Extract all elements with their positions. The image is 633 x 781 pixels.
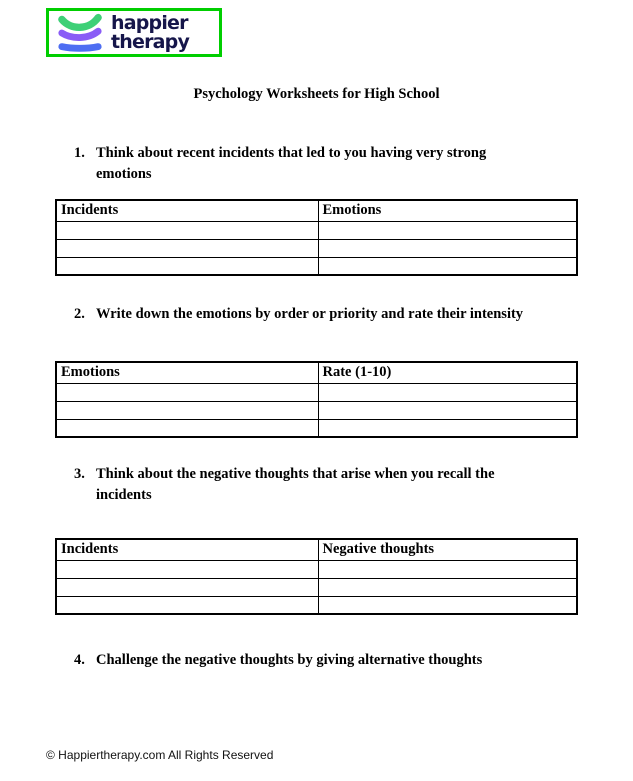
prompt-1-number: 1. bbox=[74, 145, 85, 161]
empty-cell bbox=[318, 257, 577, 275]
prompt-3 bbox=[74, 464, 528, 506]
header-cell-incidents: Incidents bbox=[56, 200, 318, 221]
table-row bbox=[56, 596, 577, 614]
prompt-2-text: Write down the emotions by order or priority and rate their intensity bbox=[96, 306, 524, 322]
header-cell-emotions: Emotions bbox=[318, 200, 577, 221]
header-cell-negative-thoughts: Negative thoughts bbox=[318, 539, 577, 560]
empty-cell bbox=[318, 419, 577, 437]
empty-cell bbox=[56, 239, 318, 257]
prompt-3-number: 3. bbox=[74, 466, 85, 482]
table-row bbox=[56, 401, 577, 419]
prompt-3-text: Think about the negative thoughts that arise when you recall the incidents bbox=[96, 466, 495, 503]
empty-cell bbox=[318, 596, 577, 614]
table-row bbox=[56, 239, 577, 257]
table-row bbox=[56, 221, 577, 239]
header-cell-emotions: Emotions bbox=[56, 362, 318, 383]
empty-cell bbox=[56, 401, 318, 419]
table-header-row bbox=[56, 362, 577, 383]
table-header-row bbox=[56, 200, 577, 221]
prompt-2 bbox=[74, 304, 528, 325]
prompt-4-number: 4. bbox=[74, 652, 85, 668]
empty-cell bbox=[318, 560, 577, 578]
smile-waves-icon bbox=[56, 13, 104, 53]
header-cell-rate: Rate (1-10) bbox=[318, 362, 577, 383]
prompt-1-text: Think about recent incidents that led to you having very strong emotions bbox=[96, 145, 487, 182]
prompt-4-text: Challenge the negative thoughts by giving alternative thoughts bbox=[96, 652, 483, 668]
logo-word-happier: happier bbox=[111, 11, 188, 34]
table-row bbox=[56, 578, 577, 596]
empty-cell bbox=[318, 221, 577, 239]
incidents-negative-thoughts-table bbox=[55, 538, 578, 615]
table-row bbox=[56, 383, 577, 401]
table-header-row bbox=[56, 539, 577, 560]
empty-cell bbox=[56, 419, 318, 437]
happier-therapy-logo bbox=[46, 8, 222, 57]
table-row bbox=[56, 560, 577, 578]
table-row bbox=[56, 257, 577, 275]
logo-wordmark bbox=[111, 11, 190, 53]
empty-cell bbox=[318, 383, 577, 401]
empty-cell bbox=[56, 596, 318, 614]
empty-cell bbox=[318, 239, 577, 257]
empty-cell bbox=[318, 401, 577, 419]
empty-cell bbox=[56, 578, 318, 596]
prompt-2-number: 2. bbox=[74, 306, 85, 322]
empty-cell bbox=[318, 578, 577, 596]
incidents-emotions-table bbox=[55, 199, 578, 276]
empty-cell bbox=[56, 383, 318, 401]
empty-cell bbox=[56, 221, 318, 239]
prompt-1 bbox=[74, 143, 528, 185]
table-row bbox=[56, 419, 577, 437]
prompt-4 bbox=[74, 650, 528, 671]
page-title: Psychology Worksheets for High School bbox=[193, 86, 440, 102]
empty-cell bbox=[56, 257, 318, 275]
empty-cell bbox=[56, 560, 318, 578]
copyright-notice: © Happiertherapy.com All Rights Reserved bbox=[46, 748, 274, 762]
header-cell-incidents: Incidents bbox=[56, 539, 318, 560]
emotions-rate-table bbox=[55, 361, 578, 438]
logo-word-therapy: therapy bbox=[111, 30, 190, 53]
